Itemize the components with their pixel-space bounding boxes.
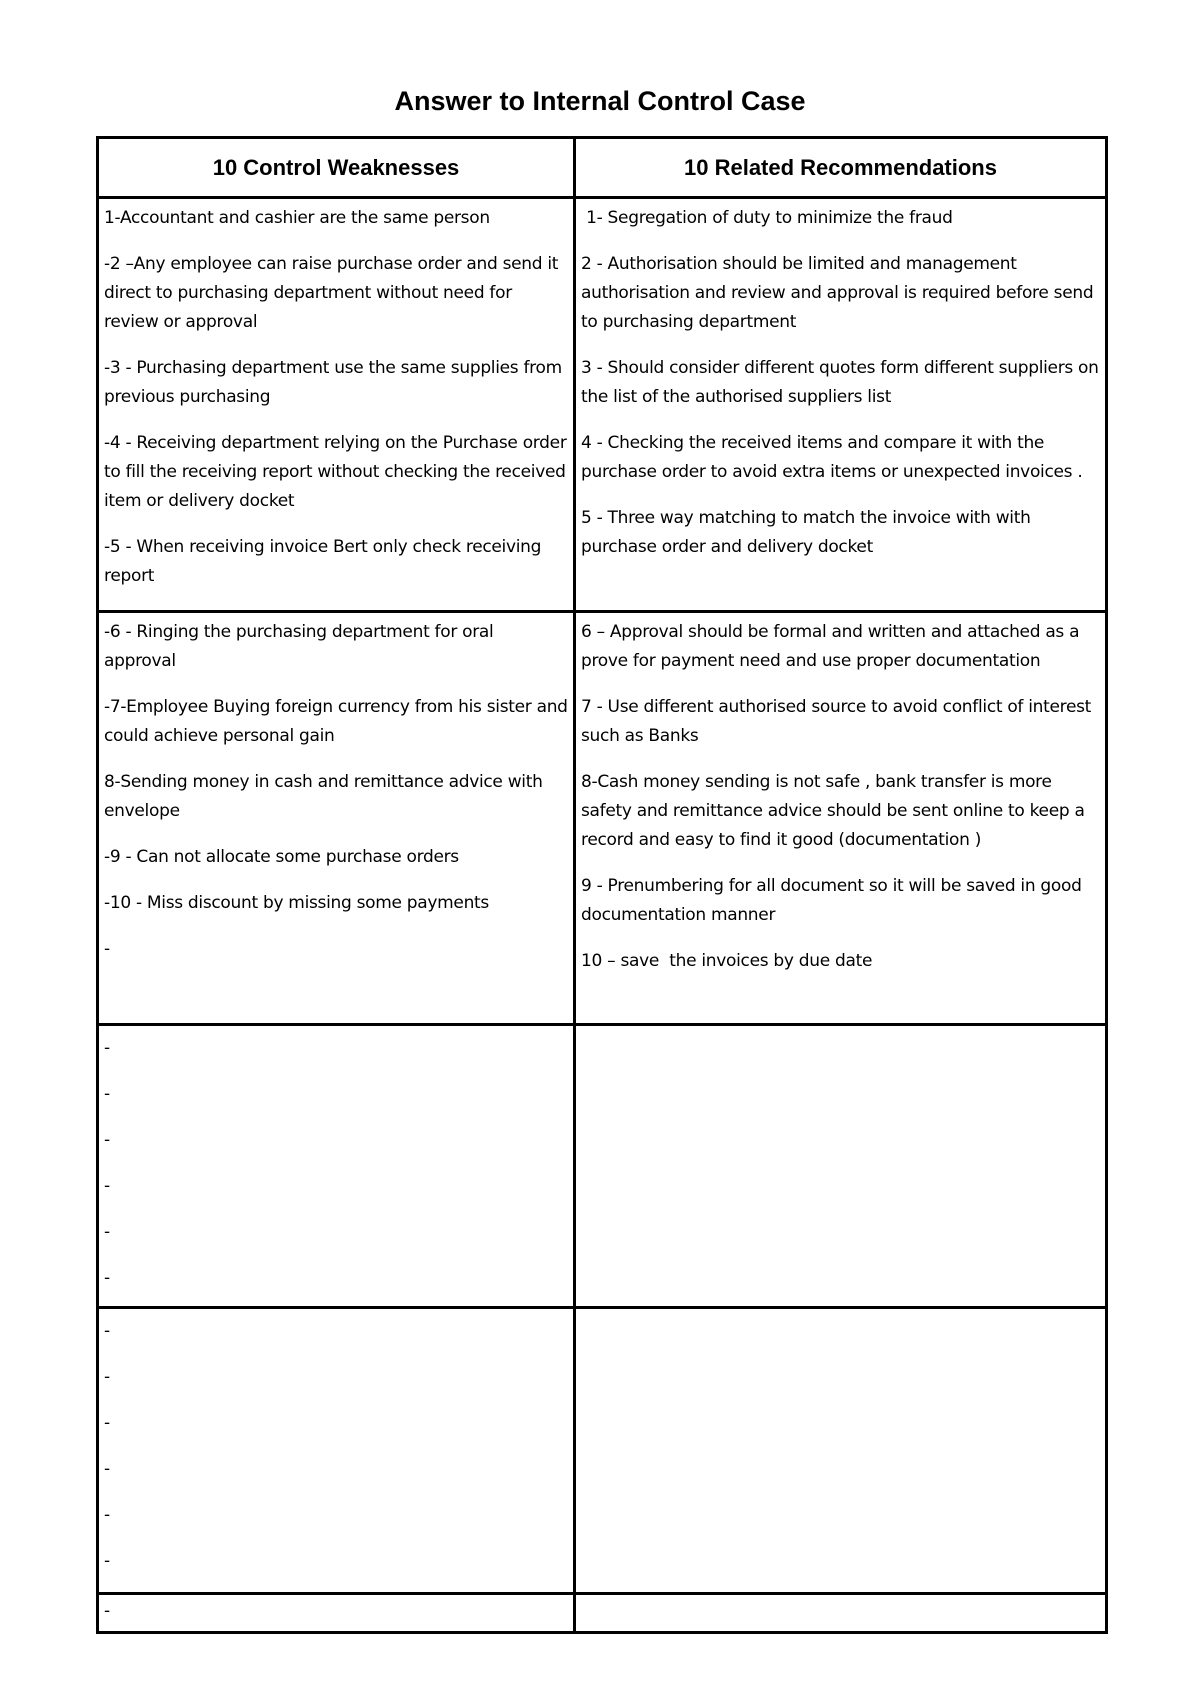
weakness-item: -: [104, 1505, 110, 1525]
weakness-item: -: [104, 1084, 110, 1104]
recommendation-item: 7 - Use different authorised source to avoid conflict of interest such as Banks: [581, 697, 1092, 746]
weakness-item: -: [104, 1413, 110, 1433]
control-table: [96, 136, 1108, 1634]
weakness-item: -: [104, 939, 110, 959]
weakness-item: -: [104, 1038, 110, 1058]
weaknesses-cell: [98, 1308, 575, 1594]
table-row: [98, 1594, 1107, 1633]
page-title: Answer to Internal Control Case: [394, 86, 806, 116]
weaknesses-cell: [98, 612, 575, 1025]
weakness-item: -5 - When receiving invoice Bert only check receiving report: [104, 537, 542, 586]
weaknesses-header: 10 Control Weaknesses: [98, 138, 575, 198]
recommendation-item: 10 – save the invoices by due date: [581, 951, 873, 971]
weakness-item: -7-Employee Buying foreign currency from his sister and could achieve personal gain: [104, 697, 568, 746]
table-row: [98, 198, 1107, 612]
weaknesses-cell: [98, 1594, 575, 1633]
recommendations-cell: [575, 1594, 1107, 1633]
recommendation-item: 8-Cash money sending is not safe , bank transfer is more safety and remittance advice should be sent online to keep a record and easy to find it good (documentation ): [581, 772, 1085, 850]
recommendation-item: 6 – Approval should be formal and written and attached as a prove for payment need and use proper documentation: [581, 622, 1080, 671]
recommendations-cell: [575, 612, 1107, 1025]
weakness-item: -2 –Any employee can raise purchase order and send it direct to purchasing department without need for review or approval: [104, 254, 559, 332]
table-row: [98, 1025, 1107, 1308]
recommendation-item: 9 - Prenumbering for all document so it will be saved in good documentation manner: [581, 876, 1082, 925]
weakness-item: 8-Sending money in cash and remittance advice with envelope: [104, 772, 543, 821]
weakness-item: -: [104, 1268, 110, 1288]
recommendation-item: 3 - Should consider different quotes form different suppliers on the list of the authorised suppliers list: [581, 358, 1099, 407]
recommendations-cell: [575, 1025, 1107, 1308]
weakness-item: -6 - Ringing the purchasing department for oral approval: [104, 622, 494, 671]
table-row: [98, 612, 1107, 1025]
weakness-item: -4 - Receiving department relying on the Purchase order to fill the receiving report without checking the received item or delivery docket: [104, 433, 567, 511]
recommendation-item: 1- Segregation of duty to minimize the fraud: [581, 208, 953, 228]
weakness-item: -10 - Miss discount by missing some payments: [104, 893, 489, 913]
weakness-item: -: [104, 1459, 110, 1479]
recommendation-item: 5 - Three way matching to match the invoice with with purchase order and delivery docket: [581, 508, 1031, 557]
weakness-item: -3 - Purchasing department use the same supplies from previous purchasing: [104, 358, 562, 407]
table-row: [98, 1308, 1107, 1594]
weakness-item: -: [104, 1321, 110, 1341]
weakness-item: -: [104, 1367, 110, 1387]
weakness-item: -: [104, 1222, 110, 1242]
recommendations-cell: [575, 1308, 1107, 1594]
weaknesses-cell: [98, 1025, 575, 1308]
weakness-item: 1-Accountant and cashier are the same person: [104, 208, 490, 228]
recommendation-item: 2 - Authorisation should be limited and management authorisation and review and approval is required before send to purchasing department: [581, 254, 1094, 332]
recommendations-cell: [575, 198, 1107, 612]
recommendations-header: 10 Related Recommendations: [575, 138, 1107, 198]
weakness-item: -: [104, 1551, 110, 1571]
weakness-item: -: [104, 1130, 110, 1150]
weakness-item: -: [104, 1601, 110, 1621]
weakness-item: -: [104, 1176, 110, 1196]
table-header-row: [98, 138, 1107, 198]
recommendation-item: 4 - Checking the received items and compare it with the purchase order to avoid extra items or unexpected invoices .: [581, 433, 1083, 482]
weakness-item: -9 - Can not allocate some purchase orders: [104, 847, 459, 867]
weaknesses-cell: [98, 198, 575, 612]
